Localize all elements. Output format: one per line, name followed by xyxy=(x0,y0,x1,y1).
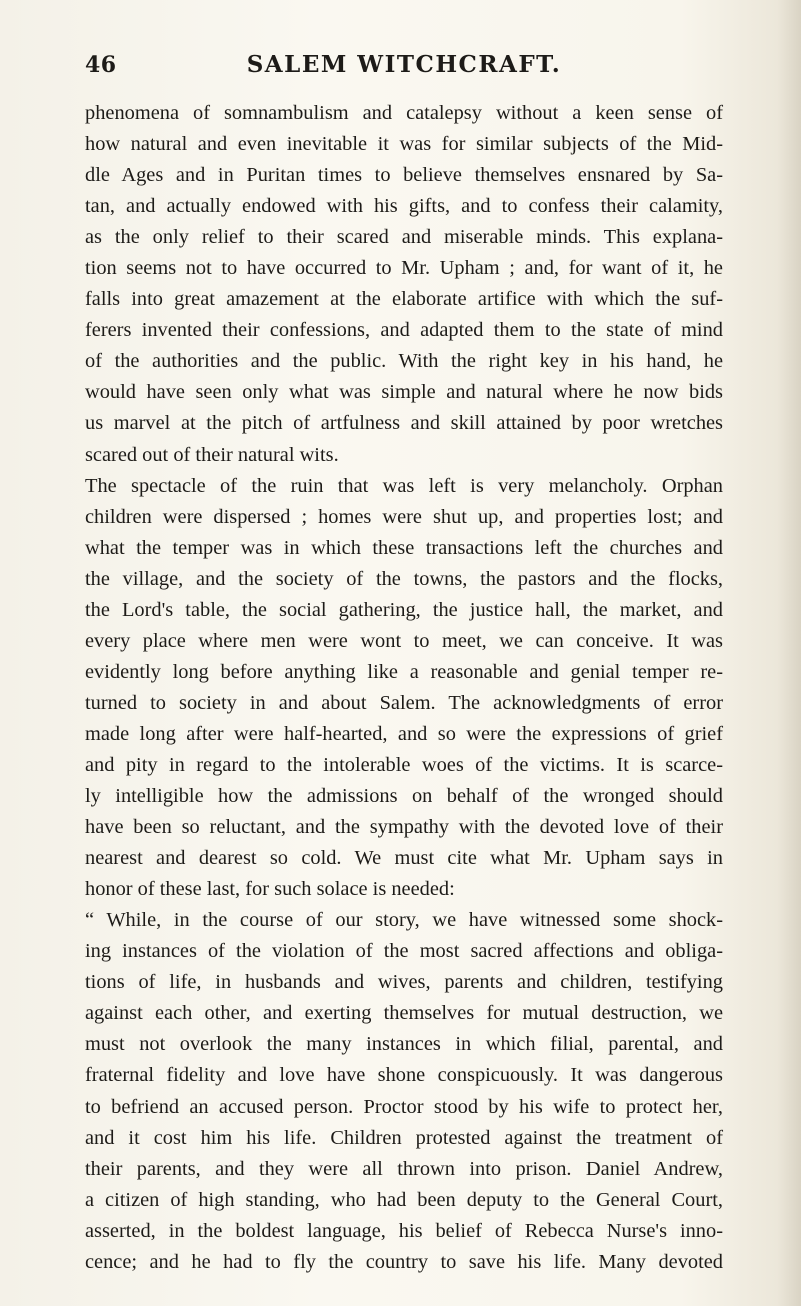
text-line: tan, and actually endowed with his gifts, and to confess their calamity, xyxy=(85,195,723,218)
text-line: nearest and dearest so cold. We must cite what Mr. Upham says in xyxy=(85,847,723,870)
text-line: cence; and he had to fly the country to save his life. Many devoted xyxy=(85,1250,723,1273)
text-line: evidently long before anything like a reasonable and genial temper re- xyxy=(85,660,723,683)
text-line: their parents, and they were all thrown into prison. Daniel Andrew, xyxy=(85,1157,723,1180)
body-text xyxy=(85,98,723,1278)
text-line: and it cost him his life. Children protested against the treatment of xyxy=(85,1126,723,1149)
paragraph-end-line: honor of these last, for such solace is needed: xyxy=(85,878,455,901)
text-line: every place where men were wont to meet, we can conceive. It was xyxy=(85,629,723,652)
quote-start-line: “ While, in the course of our story, we have witnessed some shock- xyxy=(85,909,723,932)
text-line: tions of life, in husbands and wives, parents and children, testifying xyxy=(85,971,723,994)
text-line: how natural and even inevitable it was for similar subjects of the Mid- xyxy=(85,133,723,156)
text-line: falls into great amazement at the elaborate artifice with which the suf- xyxy=(85,288,723,311)
text-line: dle Ages and in Puritan times to believe themselves ensnared by Sa- xyxy=(85,164,723,187)
text-line: must not overlook the many instances in which filial, parental, and xyxy=(85,1033,723,1056)
text-line: the village, and the society of the towns, the pastors and the flocks, xyxy=(85,567,723,590)
text-line: ing instances of the violation of the most sacred affections and obliga- xyxy=(85,940,723,963)
paragraph-start-line: The spectacle of the ruin that was left is very melancholy. Orphan xyxy=(85,474,723,497)
text-line: to befriend an accused person. Proctor stood by his wife to protect her, xyxy=(85,1095,723,1118)
text-line: would have seen only what was simple and natural where he now bids xyxy=(85,381,723,404)
text-line: phenomena of somnambulism and catalepsy without a keen sense of xyxy=(85,102,723,124)
text-line: against each other, and exerting themselves for mutual destruction, we xyxy=(85,1002,723,1025)
page-number: 46 xyxy=(85,52,117,78)
text-line: a citizen of high standing, who had been deputy to the General Court, xyxy=(85,1188,723,1211)
text-line: and pity in regard to the intolerable woes of the victims. It is scarce- xyxy=(85,753,723,776)
text-line: turned to society in and about Salem. The acknowledgments of error xyxy=(85,691,723,714)
text-line: children were dispersed ; homes were shut up, and properties lost; and xyxy=(85,505,723,528)
running-head xyxy=(85,46,723,90)
text-line: us marvel at the pitch of artfulness and skill attained by poor wretches xyxy=(85,412,723,435)
text-line: have been so reluctant, and the sympathy with the devoted love of their xyxy=(85,816,723,839)
running-title: SALEM WITCHCRAFT. xyxy=(246,51,562,78)
text-line: asserted, in the boldest language, his belief of Rebecca Nurse's inno- xyxy=(85,1219,723,1242)
text-line: ly intelligible how the admissions on behalf of the wronged should xyxy=(85,785,723,808)
text-line: fraternal fidelity and love have shone conspicuously. It was dangerous xyxy=(85,1064,723,1087)
text-line: as the only relief to their scared and miserable minds. This explana- xyxy=(85,226,723,249)
text-line: the Lord's table, the social gathering, the justice hall, the market, and xyxy=(85,598,723,621)
text-line: what the temper was in which these transactions left the churches and xyxy=(85,536,723,559)
text-line: ferers invented their confessions, and adapted them to the state of mind xyxy=(85,319,723,342)
text-line: made long after were half-hearted, and so were the expressions of grief xyxy=(85,722,723,745)
paragraph-end-line: scared out of their natural wits. xyxy=(85,443,339,466)
text-line: tion seems not to have occurred to Mr. Upham ; and, for want of it, he xyxy=(85,257,723,280)
text-line: of the authorities and the public. With the right key in his hand, he xyxy=(85,350,723,373)
